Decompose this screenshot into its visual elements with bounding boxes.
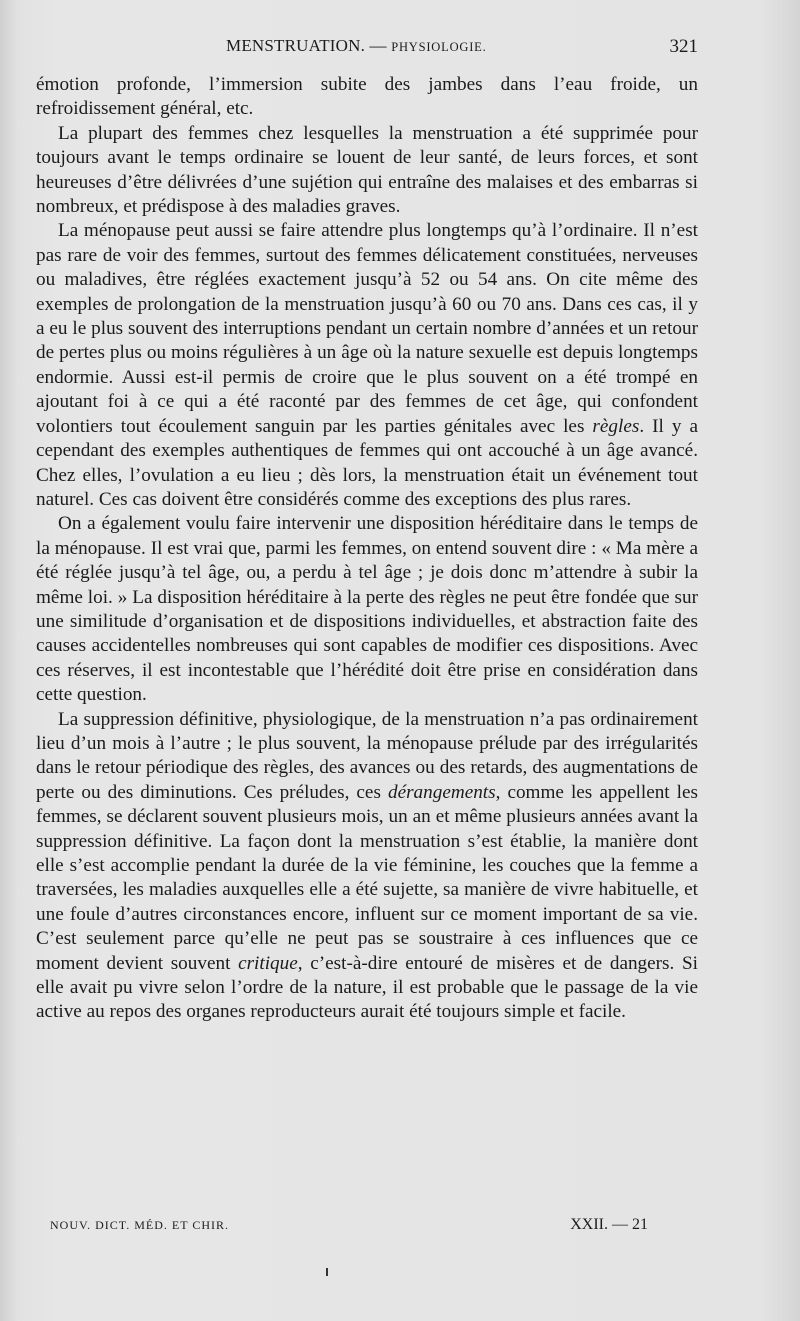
paragraph: [36, 219, 698, 512]
paragraph-text: On a également voulu faire intervenir une disposition héréditaire dans le temps de la ménopause. Il est vrai que, parmi les femmes, on entend souvent dire : « Ma mère a été réglée jusqu’à tel âge, ou, a perdu à tel âge ; je dois donc m’attendre à subir la même loi. » La disposition héréditaire à la perte des règles ne peut être fondée que sur une similitude d’organisation et de dispositions individuelles, et abstraction faite des causes accidentelles nombreuses qui sont capables de modifier ces dispositions. Avec ces réserves, il est incontestable que l’hérédité doit être prise en considération dans cette question.: [36, 513, 698, 706]
volume-sheet-mark: XXII. — 21: [570, 1216, 648, 1233]
body-text: [36, 73, 698, 1025]
paragraph-text: La plupart des femmes chez lesquelles la menstruation a été supprimée pour toujours avant le temps ordinaire se louent de leur santé, de leurs forces, et sont heureuses d’être délivrées d’une sujétion qui entraîne des malaises et des embarras si nombreux, et prédispose à des maladies graves.: [36, 122, 698, 218]
paragraph-text: émotion profonde, l’immersion subite des jambes dans l’eau froide, un refroidissement général, etc.: [36, 74, 698, 120]
signature-mark: NOUV. DICT. MÉD. ET CHIR.: [50, 1218, 230, 1232]
paragraph: [36, 73, 698, 122]
running-title-main: MENSTRUATION. —: [226, 36, 387, 55]
running-header: [36, 36, 698, 60]
page-footer: [36, 1216, 698, 1236]
paragraph-text: , c’est-à-dire entouré de misères et de dangers. Si elle avait pu vivre selon l’ordre de la nature, il est probable que le passage de la vie active au repos des organes reproducteurs aurait été toujours simple et facile.: [36, 952, 698, 1023]
paragraph: [36, 122, 698, 220]
print-mark: [326, 1268, 328, 1276]
paragraph-text: . Il y a cependant des exemples authentiques de femmes qui ont accouché à un âge avancé. Chez elles, l’ovulation a eu lieu ; dès lors, la menstruation était un événement tout naturel. Ces cas doivent être considérés comme des exceptions des plus rares.: [36, 415, 698, 510]
paragraph-text: La ménopause peut aussi se faire attendre plus longtemps qu’à l’ordinaire. Il n’est pas rare de voir des femmes, surtout des femmes délicatement constituées, nerveuses ou maladives, être réglées exactement jusqu’à 52 ou 54 ans. On cite même des exemples de prolongation de la menstruation jusqu’à 60 ou 70 ans. Dans ces cas, il y a eu le plus souvent des interruptions pendant un certain nombre d’années et un retour de pertes plus ou moins régulières à un âge où la nature sexuelle est depuis longtemps endormie. Aussi est-il permis de croire que le plus souvent on a été trompé en ajoutant foi à ce qui a été raconté par des femmes de cet âge, qui confondent volontiers tout écoulement sanguin par les parties génitales avec les: [36, 220, 698, 437]
running-title: [226, 36, 487, 56]
italic-term: critique: [238, 952, 298, 974]
paragraph: [36, 708, 698, 1025]
paragraph-text: , comme les appellent les femmes, se déclarent souvent plusieurs mois, un an et même plusieurs années avant la suppression définitive. La façon dont la menstruation s’est établie, la manière dont elle s’est accomplie pendant la durée de la vie féminine, les couches que la femme a traversées, les maladies auxquelles elle a été sujette, sa manière de vivre habituelle, et une foule d’autres circonstances encore, influent sur ce moment important de sa vie. C’est seulement parce qu’elle ne peut pas se soustraire à ces influences que ce moment devient souvent: [36, 781, 698, 974]
running-title-subtitle: PHYSIOLOGIE.: [391, 40, 487, 54]
italic-term: dérangements: [387, 781, 496, 803]
page-number: 321: [669, 36, 698, 57]
paragraph-text: La suppression définitive, physiologique, de la menstruation n’a pas ordinairement lieu d’un mois à l’autre ; le plus souvent, la ménopause prélude par des irrégularités dans le retour périodique des règles, des avances ou des retards, des augmentations de perte ou des diminutions. Ces préludes, ces: [36, 708, 698, 803]
italic-term: règles: [592, 415, 640, 437]
paragraph: [36, 512, 698, 707]
